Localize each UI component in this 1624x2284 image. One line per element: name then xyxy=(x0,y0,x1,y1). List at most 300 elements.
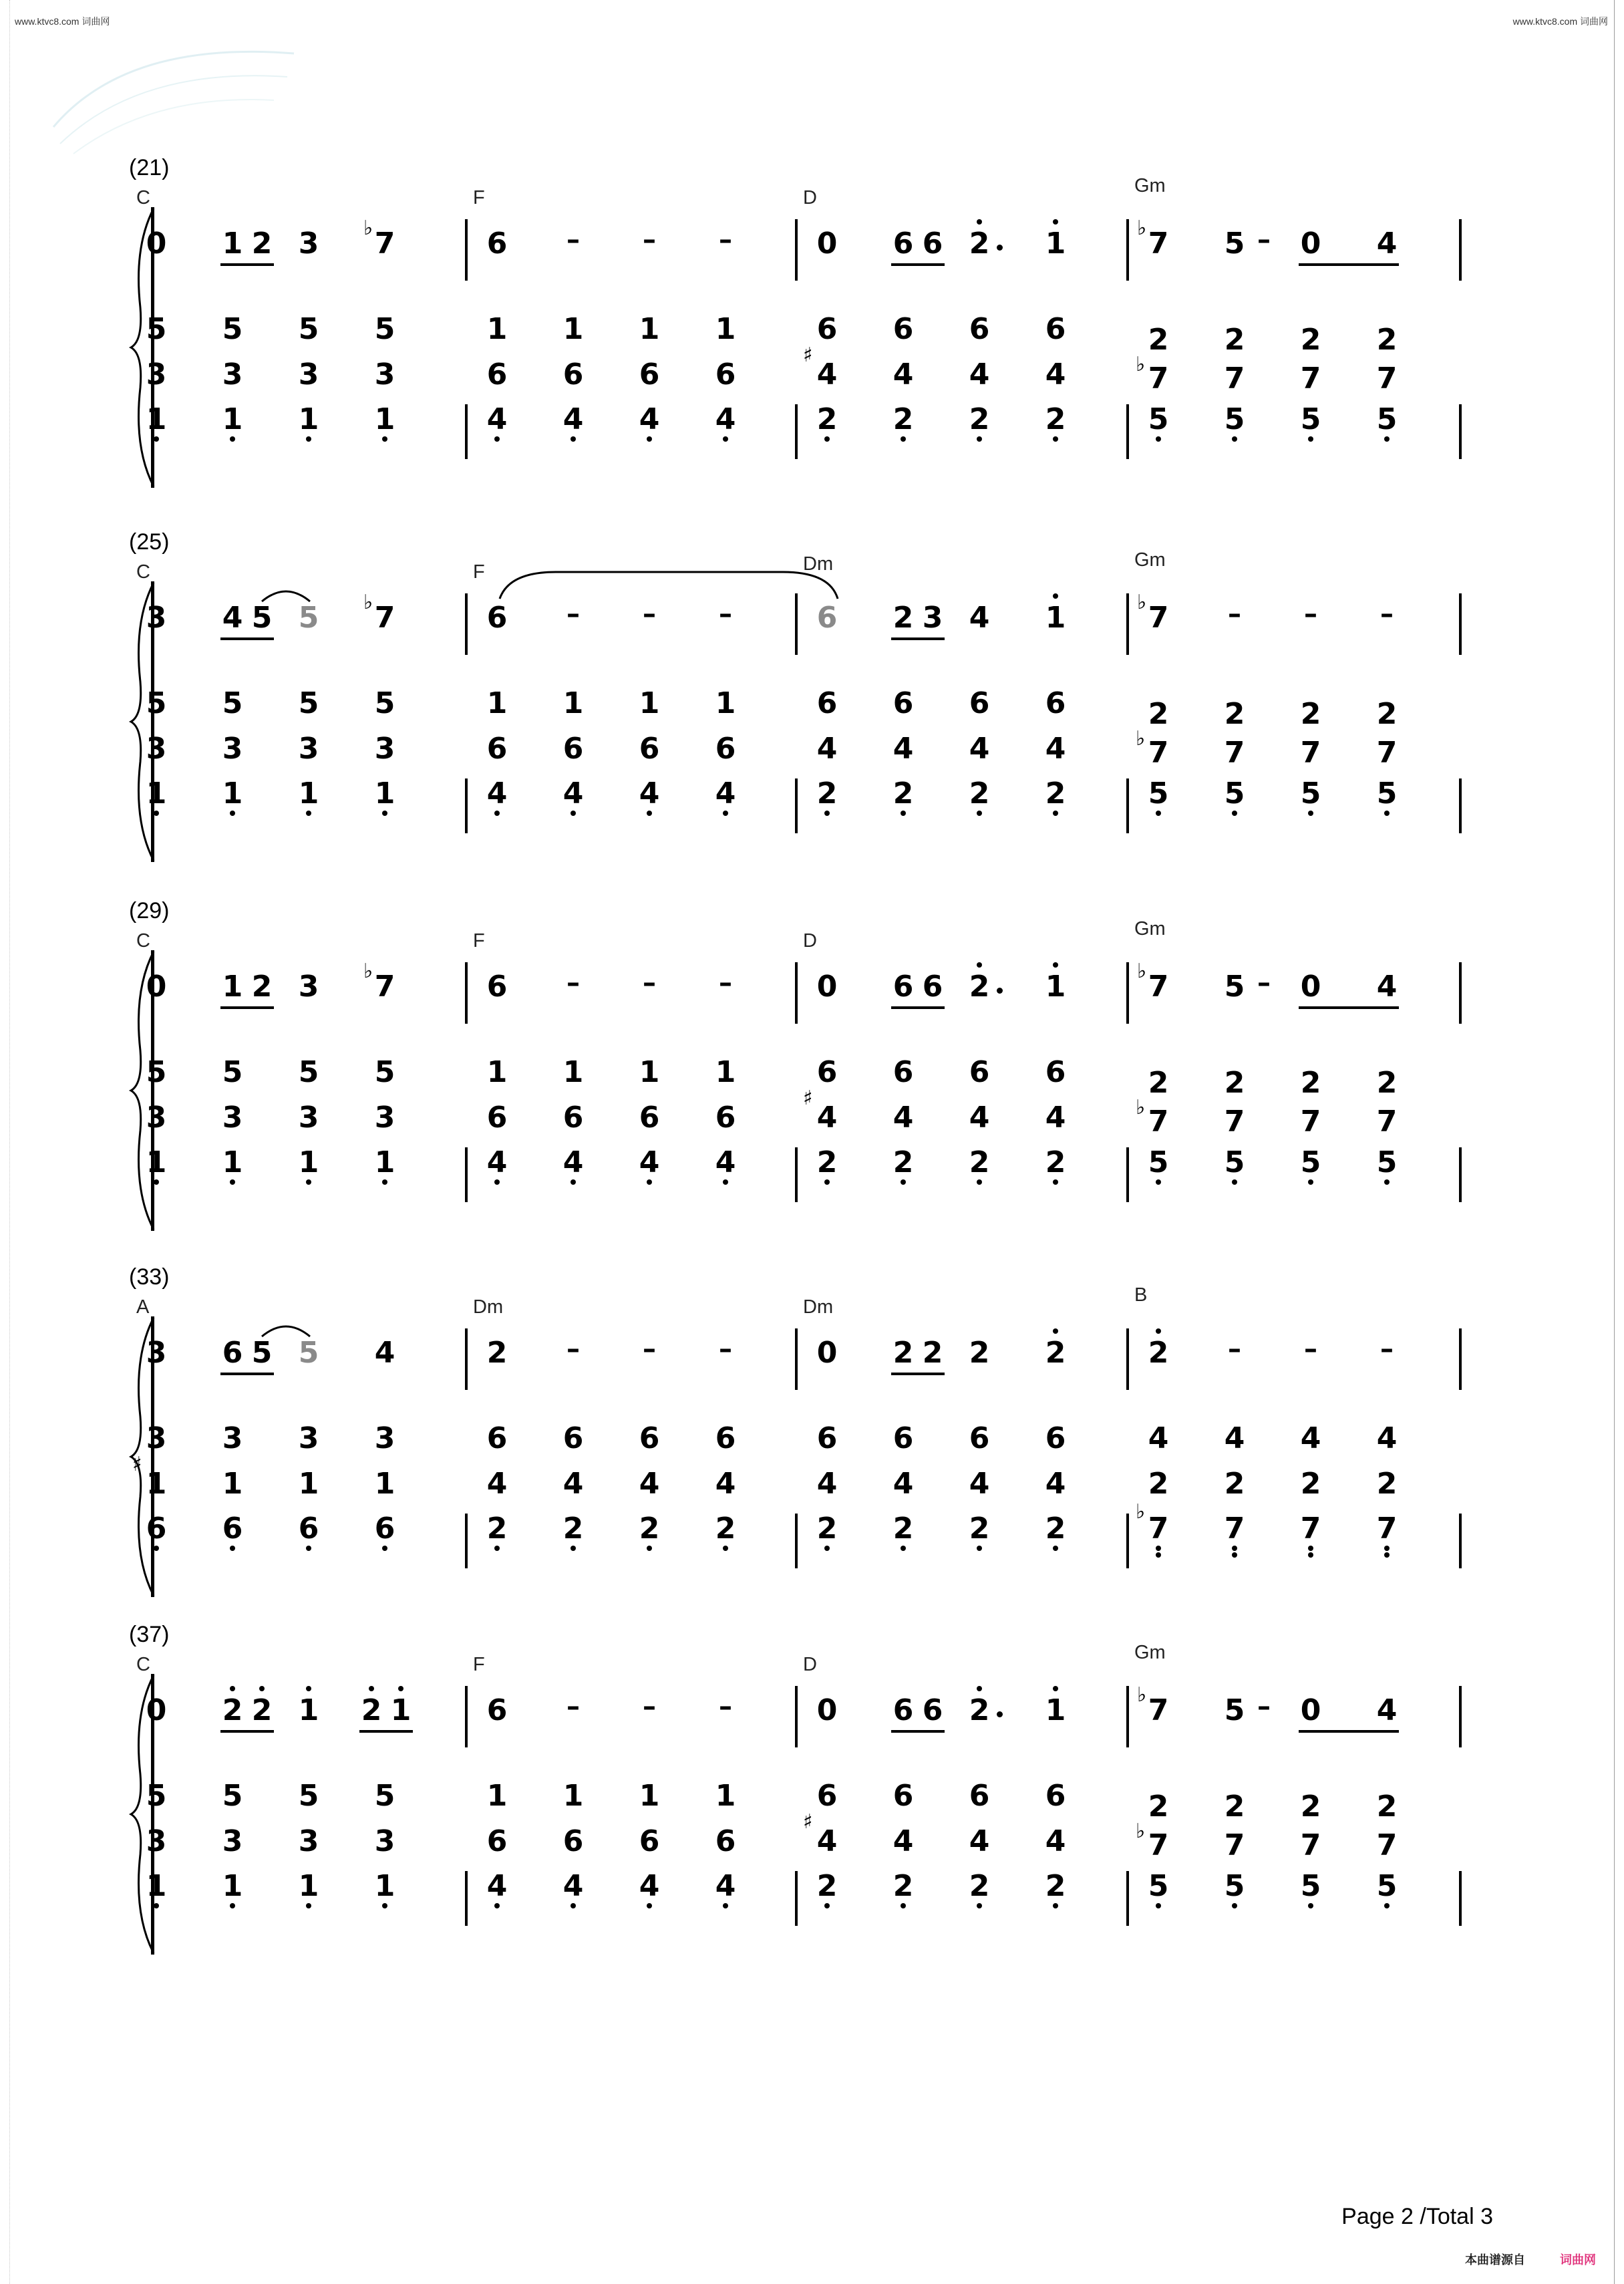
accompaniment-note: 1 xyxy=(298,776,319,811)
melody-note: 0 xyxy=(146,227,167,261)
melody-note: 2 xyxy=(892,601,914,635)
accompaniment-note: 5 xyxy=(1224,1869,1245,1903)
accompaniment-note: 4 xyxy=(1148,1421,1169,1455)
accompaniment-note: 1 xyxy=(562,1055,584,1089)
low-octave-dot xyxy=(230,1546,235,1551)
barline-melody xyxy=(1126,962,1129,1024)
accompaniment-note: 2 xyxy=(816,1869,838,1903)
accompaniment-note: 3 xyxy=(374,1421,395,1455)
rest-dash: – xyxy=(1228,1334,1241,1365)
melody-note: 3 xyxy=(146,601,167,635)
system-4 xyxy=(0,1264,1624,1617)
accompaniment-note: 7 xyxy=(1148,1105,1169,1139)
accompaniment-note: 6 xyxy=(639,1824,660,1858)
low-octave-dot xyxy=(1308,436,1313,442)
accompaniment-note: 5 xyxy=(374,686,395,720)
low-octave-dot xyxy=(723,436,728,442)
low-octave-dot xyxy=(230,1903,235,1908)
barline-melody xyxy=(1126,219,1129,281)
accompaniment-note: 2 xyxy=(816,776,838,811)
melody-note: 3 xyxy=(298,970,319,1004)
accompaniment-note: 5 xyxy=(374,1055,395,1089)
accompaniment-note: 4 xyxy=(486,402,508,436)
flat-sign: ♭ xyxy=(363,591,373,614)
accompaniment-note: 2 xyxy=(1045,776,1066,811)
eighth-underline xyxy=(1299,263,1399,266)
rest-dash: – xyxy=(1380,599,1394,629)
melody-note: 5 xyxy=(298,1336,319,1370)
accompaniment-note: 2 xyxy=(1224,1066,1245,1100)
low-octave-dot xyxy=(1232,1552,1237,1558)
accompaniment-note: 5 xyxy=(374,312,395,346)
accompaniment-note: 3 xyxy=(298,732,319,766)
melody-note: 4 xyxy=(1376,1693,1398,1727)
low-octave-dot xyxy=(1232,1903,1237,1908)
accompaniment-note: 2 xyxy=(1376,1467,1398,1501)
accompaniment-note: 2 xyxy=(969,1145,990,1179)
melody-note: 6 xyxy=(922,227,943,261)
source-site-link[interactable]: 词曲网 xyxy=(1560,2253,1596,2267)
eighth-underline xyxy=(891,263,945,266)
accompaniment-note: 7 xyxy=(1148,362,1169,396)
accompaniment-note: 2 xyxy=(1045,402,1066,436)
low-octave-dot xyxy=(723,1179,728,1185)
accompaniment-note: 2 xyxy=(969,1869,990,1903)
rest-dash: – xyxy=(719,1334,732,1365)
accompaniment-note: 1 xyxy=(639,686,660,720)
low-octave-dot xyxy=(1232,1179,1237,1185)
accompaniment-note: 6 xyxy=(298,1512,319,1546)
accompaniment-note: 4 xyxy=(1376,1421,1398,1455)
accompaniment-note: 4 xyxy=(562,402,584,436)
measure-number: (21) xyxy=(129,155,170,180)
sharp-sign: ♯ xyxy=(803,1087,813,1110)
low-octave-dot xyxy=(1308,1552,1313,1558)
accompaniment-note: 2 xyxy=(715,1512,736,1546)
accompaniment-note: 4 xyxy=(1045,358,1066,392)
accompaniment-note: 4 xyxy=(639,1467,660,1501)
barline-melody xyxy=(795,962,798,1024)
low-octave-dot xyxy=(1053,1179,1058,1185)
melody-note: 2 xyxy=(892,1336,914,1370)
accompaniment-note: 4 xyxy=(969,1467,990,1501)
accompaniment-note: 1 xyxy=(486,686,508,720)
rest-dash: – xyxy=(643,968,656,998)
accompaniment-note: 1 xyxy=(715,686,736,720)
header-left-url[interactable]: www.ktvc8.com 词曲网 xyxy=(15,16,110,27)
accompaniment-note: 4 xyxy=(639,776,660,811)
melody-note: 7 xyxy=(1148,970,1169,1004)
low-octave-dot xyxy=(824,436,830,442)
low-octave-dot xyxy=(1384,1546,1390,1551)
low-octave-dot xyxy=(382,1546,387,1551)
accompaniment-note: 1 xyxy=(298,1467,319,1501)
flat-sign: ♭ xyxy=(1136,1820,1146,1843)
barline-melody xyxy=(795,1328,798,1390)
accompaniment-note: 5 xyxy=(1224,402,1245,436)
chord-symbol: F xyxy=(473,1654,485,1675)
accompaniment-note: 3 xyxy=(298,1421,319,1455)
accompaniment-note: 2 xyxy=(1045,1512,1066,1546)
accompaniment-note: 6 xyxy=(562,1421,584,1455)
sharp-sign: ♯ xyxy=(803,1810,813,1834)
rest-dash: – xyxy=(643,1691,656,1722)
low-octave-dot xyxy=(494,436,500,442)
accompaniment-note: 6 xyxy=(715,358,736,392)
low-octave-dot xyxy=(647,1903,652,1908)
low-octave-dot xyxy=(1156,1546,1161,1551)
accompaniment-note: 7 xyxy=(1376,1105,1398,1139)
melody-note: 1 xyxy=(390,1693,412,1727)
melody-note: 2 xyxy=(222,1693,243,1727)
barline-melody xyxy=(1459,593,1462,655)
barline-accomp xyxy=(1126,404,1129,459)
accompaniment-note: 6 xyxy=(222,1512,243,1546)
melody-note: 4 xyxy=(969,601,990,635)
low-octave-dot xyxy=(494,1903,500,1908)
low-octave-dot xyxy=(154,1903,159,1908)
barline-accomp xyxy=(1459,778,1462,833)
accompaniment-note: 4 xyxy=(639,1869,660,1903)
melody-note: 2 xyxy=(969,970,990,1004)
accompaniment-note: 7 xyxy=(1300,736,1321,770)
accompaniment-note: 5 xyxy=(1376,402,1398,436)
accompaniment-note: 5 xyxy=(222,686,243,720)
melody-note: 6 xyxy=(892,227,914,261)
melody-note: 0 xyxy=(1300,970,1321,1004)
accompaniment-note: 2 xyxy=(1148,1066,1169,1100)
accompaniment-note: 7 xyxy=(1300,1105,1321,1139)
page-indicator: Page 2 /Total 3 xyxy=(1341,2204,1493,2229)
accompaniment-note: 4 xyxy=(969,358,990,392)
low-octave-dot xyxy=(977,1179,982,1185)
barline-accomp xyxy=(1126,1514,1129,1568)
low-octave-dot xyxy=(1308,1179,1313,1185)
melody-note: 1 xyxy=(1045,601,1066,635)
melody-note: 1 xyxy=(222,227,243,261)
augmentation-dot xyxy=(997,245,1003,251)
accompaniment-note: 4 xyxy=(816,1824,838,1858)
accompaniment-note: 5 xyxy=(146,312,167,346)
octave-dot xyxy=(230,1686,235,1691)
accompaniment-note: 3 xyxy=(374,1101,395,1135)
chord-symbol: Dm xyxy=(803,1296,834,1318)
accompaniment-note: 2 xyxy=(1224,1467,1245,1501)
augmentation-dot xyxy=(997,988,1003,994)
barline-accomp xyxy=(1126,1147,1129,1202)
low-octave-dot xyxy=(1308,1546,1313,1551)
accompaniment-note: 2 xyxy=(892,1869,914,1903)
accompaniment-note: 2 xyxy=(562,1512,584,1546)
accompaniment-note: 1 xyxy=(146,776,167,811)
barline-melody xyxy=(795,593,798,655)
accompaniment-note: 1 xyxy=(222,1467,243,1501)
chord-symbol: Gm xyxy=(1134,918,1166,940)
rest-dash: – xyxy=(1257,968,1271,998)
accompaniment-note: 4 xyxy=(969,732,990,766)
low-octave-dot xyxy=(306,1903,311,1908)
rest-dash: – xyxy=(1228,599,1241,629)
eighth-underline xyxy=(220,263,274,266)
accompaniment-note: 3 xyxy=(298,1101,319,1135)
accompaniment-note: 7 xyxy=(1300,1512,1321,1546)
low-octave-dot xyxy=(1156,811,1161,816)
melody-note: 4 xyxy=(1376,227,1398,261)
melody-note: 0 xyxy=(1300,227,1321,261)
accompaniment-note: 4 xyxy=(1045,1824,1066,1858)
melody-note: 2 xyxy=(251,227,273,261)
barline-melody xyxy=(1126,1328,1129,1390)
barline-accomp xyxy=(465,778,468,833)
accompaniment-note: 1 xyxy=(486,312,508,346)
chord-symbol: Dm xyxy=(803,553,834,575)
melody-note: 0 xyxy=(816,1693,838,1727)
accompaniment-note: 1 xyxy=(374,402,395,436)
flat-sign: ♭ xyxy=(1137,591,1147,614)
accompaniment-note: 7 xyxy=(1300,1828,1321,1863)
melody-note: 7 xyxy=(1148,227,1169,261)
melody-note: 6 xyxy=(922,970,943,1004)
accompaniment-note: 6 xyxy=(1045,686,1066,720)
low-octave-dot xyxy=(901,1546,906,1551)
augmentation-dot xyxy=(997,1711,1003,1717)
melody-note: 2 xyxy=(486,1336,508,1370)
rest-dash: – xyxy=(1257,225,1271,255)
accompaniment-note: 2 xyxy=(1300,323,1321,357)
melody-note: 4 xyxy=(1376,970,1398,1004)
accompaniment-note: 5 xyxy=(1300,1869,1321,1903)
accompaniment-note: 7 xyxy=(1376,1512,1398,1546)
barline-accomp xyxy=(465,1147,468,1202)
low-octave-dot xyxy=(154,811,159,816)
accompaniment-note: 4 xyxy=(816,1101,838,1135)
accompaniment-note: 5 xyxy=(374,1779,395,1813)
chord-symbol: D xyxy=(803,1654,817,1675)
accompaniment-note: 4 xyxy=(562,1145,584,1179)
accompaniment-note: 2 xyxy=(892,776,914,811)
rest-dash: – xyxy=(1257,1691,1271,1722)
flat-sign: ♭ xyxy=(1136,1500,1146,1524)
accompaniment-note: 7 xyxy=(1376,736,1398,770)
accompaniment-note: 6 xyxy=(486,1421,508,1455)
accompaniment-note: 4 xyxy=(715,1869,736,1903)
accompaniment-note: 1 xyxy=(146,402,167,436)
accompaniment-note: 2 xyxy=(892,1145,914,1179)
accompaniment-note: 6 xyxy=(816,1421,838,1455)
accompaniment-note: 3 xyxy=(146,732,167,766)
accompaniment-note: 5 xyxy=(1300,402,1321,436)
barline-melody xyxy=(1459,219,1462,281)
barline-melody xyxy=(795,219,798,281)
accompaniment-note: 6 xyxy=(892,1421,914,1455)
barline-accomp xyxy=(1126,778,1129,833)
barline-accomp xyxy=(795,778,798,833)
accompaniment-note: 6 xyxy=(816,686,838,720)
accompaniment-note: 2 xyxy=(816,402,838,436)
rest-dash: – xyxy=(1304,599,1317,629)
low-octave-dot xyxy=(494,811,500,816)
accompaniment-note: 4 xyxy=(969,1101,990,1135)
barline-melody xyxy=(465,219,468,281)
low-octave-dot xyxy=(154,436,159,442)
melody-note: 2 xyxy=(251,1693,273,1727)
system-2 xyxy=(0,529,1624,882)
source-label: 本曲谱源自 xyxy=(1465,2253,1525,2267)
accompaniment-note: 4 xyxy=(486,1869,508,1903)
melody-note: 2 xyxy=(251,970,273,1004)
accompaniment-note: 6 xyxy=(639,732,660,766)
accompaniment-note: 1 xyxy=(374,1869,395,1903)
melody-note: 6 xyxy=(486,227,508,261)
low-octave-dot xyxy=(230,1179,235,1185)
accompaniment-note: 7 xyxy=(1224,1512,1245,1546)
measure-number: (29) xyxy=(129,898,170,923)
accompaniment-note: 2 xyxy=(1224,323,1245,357)
low-octave-dot xyxy=(571,811,576,816)
accompaniment-note: 4 xyxy=(486,1467,508,1501)
accompaniment-note: 4 xyxy=(715,402,736,436)
accompaniment-note: 3 xyxy=(146,1421,167,1455)
melody-note: 3 xyxy=(922,601,943,635)
low-octave-dot xyxy=(1053,811,1058,816)
accompaniment-note: 5 xyxy=(1300,776,1321,811)
low-octave-dot xyxy=(1308,811,1313,816)
accompaniment-note: 6 xyxy=(969,1055,990,1089)
slur xyxy=(496,568,843,601)
melody-note: 7 xyxy=(374,227,395,261)
measure-number: (33) xyxy=(129,1264,170,1290)
low-octave-dot xyxy=(571,1179,576,1185)
melody-note: 4 xyxy=(374,1336,395,1370)
barline-melody xyxy=(795,1686,798,1747)
melody-note: 6 xyxy=(486,970,508,1004)
rest-dash: – xyxy=(566,225,580,255)
accompaniment-note: 7 xyxy=(1224,1105,1245,1139)
accompaniment-note: 4 xyxy=(892,358,914,392)
accompaniment-note: 4 xyxy=(1045,1101,1066,1135)
accompaniment-note: 3 xyxy=(222,1824,243,1858)
accompaniment-note: 7 xyxy=(1376,362,1398,396)
melody-note: 2 xyxy=(922,1336,943,1370)
accompaniment-note: 5 xyxy=(1148,776,1169,811)
accompaniment-note: 2 xyxy=(1224,1790,1245,1824)
octave-dot xyxy=(977,1686,982,1691)
accompaniment-note: 4 xyxy=(562,1467,584,1501)
flat-sign: ♭ xyxy=(1136,353,1146,376)
accompaniment-note: 3 xyxy=(374,358,395,392)
accompaniment-note: 4 xyxy=(715,776,736,811)
accompaniment-note: 1 xyxy=(374,776,395,811)
flat-sign: ♭ xyxy=(363,960,373,983)
low-octave-dot xyxy=(306,436,311,442)
barline-melody xyxy=(465,1686,468,1747)
accompaniment-note: 5 xyxy=(1376,1145,1398,1179)
melody-note: 6 xyxy=(922,1693,943,1727)
low-octave-dot xyxy=(1308,1903,1313,1908)
flat-sign: ♭ xyxy=(1137,217,1147,240)
barline-accomp xyxy=(1459,1871,1462,1926)
melody-note: 0 xyxy=(146,1693,167,1727)
low-octave-dot xyxy=(1053,436,1058,442)
accompaniment-note: 1 xyxy=(715,1055,736,1089)
accompaniment-note: 4 xyxy=(562,776,584,811)
accompaniment-note: 4 xyxy=(1045,732,1066,766)
accompaniment-note: 6 xyxy=(374,1512,395,1546)
low-octave-dot xyxy=(1053,1903,1058,1908)
accompaniment-note: 4 xyxy=(892,1467,914,1501)
accompaniment-note: 3 xyxy=(298,1824,319,1858)
rest-dash: – xyxy=(719,225,732,255)
accompaniment-note: 1 xyxy=(562,312,584,346)
low-octave-dot xyxy=(824,1546,830,1551)
accompaniment-note: 4 xyxy=(1045,1467,1066,1501)
low-octave-dot xyxy=(647,1179,652,1185)
eighth-underline xyxy=(891,637,945,640)
melody-note: 6 xyxy=(816,601,838,635)
rest-dash: – xyxy=(643,1334,656,1365)
melody-note: 6 xyxy=(486,601,508,635)
accompaniment-note: 6 xyxy=(715,1824,736,1858)
octave-dot xyxy=(1156,1328,1161,1334)
accompaniment-note: 4 xyxy=(639,1145,660,1179)
accompaniment-note: 1 xyxy=(562,1779,584,1813)
accompaniment-note: 2 xyxy=(1148,697,1169,731)
accompaniment-note: 2 xyxy=(1045,1145,1066,1179)
melody-note: 2 xyxy=(969,1693,990,1727)
accompaniment-note: 5 xyxy=(146,1779,167,1813)
accompaniment-note: 2 xyxy=(1148,1467,1169,1501)
rest-dash: – xyxy=(1380,1334,1394,1365)
accompaniment-note: 2 xyxy=(969,776,990,811)
barline-melody xyxy=(1459,1686,1462,1747)
accompaniment-note: 7 xyxy=(1148,736,1169,770)
system-1 xyxy=(0,155,1624,508)
melody-note: 1 xyxy=(222,970,243,1004)
octave-dot xyxy=(1053,962,1058,968)
melody-note: 1 xyxy=(1045,1693,1066,1727)
barline-melody xyxy=(1459,1328,1462,1390)
melody-note: 6 xyxy=(486,1693,508,1727)
accompaniment-note: 4 xyxy=(892,1101,914,1135)
melody-note: 0 xyxy=(1300,1693,1321,1727)
chord-symbol: C xyxy=(136,1654,150,1675)
eighth-underline xyxy=(220,637,274,640)
low-octave-dot xyxy=(382,436,387,442)
accompaniment-note: 6 xyxy=(969,686,990,720)
accompaniment-note: 4 xyxy=(816,1467,838,1501)
rest-dash: – xyxy=(719,599,732,629)
melody-note: 6 xyxy=(892,1693,914,1727)
low-octave-dot xyxy=(571,1546,576,1551)
accompaniment-note: 1 xyxy=(222,1145,243,1179)
low-octave-dot xyxy=(1156,1903,1161,1908)
accompaniment-note: 2 xyxy=(1376,1066,1398,1100)
system-5 xyxy=(0,1622,1624,1975)
low-octave-dot xyxy=(1232,436,1237,442)
octave-dot xyxy=(1053,219,1058,225)
melody-note: 5 xyxy=(1224,1693,1245,1727)
flat-sign: ♭ xyxy=(1136,727,1146,750)
header-right-url[interactable]: www.ktvc8.com 词曲网 xyxy=(1512,16,1608,27)
rest-dash: – xyxy=(566,968,580,998)
accompaniment-note: 6 xyxy=(715,1101,736,1135)
melody-note: 5 xyxy=(1224,227,1245,261)
accompaniment-note: 5 xyxy=(1224,1145,1245,1179)
chord-symbol: Gm xyxy=(1134,549,1166,571)
low-octave-dot xyxy=(1156,1552,1161,1558)
accompaniment-note: 6 xyxy=(562,732,584,766)
measure-number: (25) xyxy=(129,529,170,555)
